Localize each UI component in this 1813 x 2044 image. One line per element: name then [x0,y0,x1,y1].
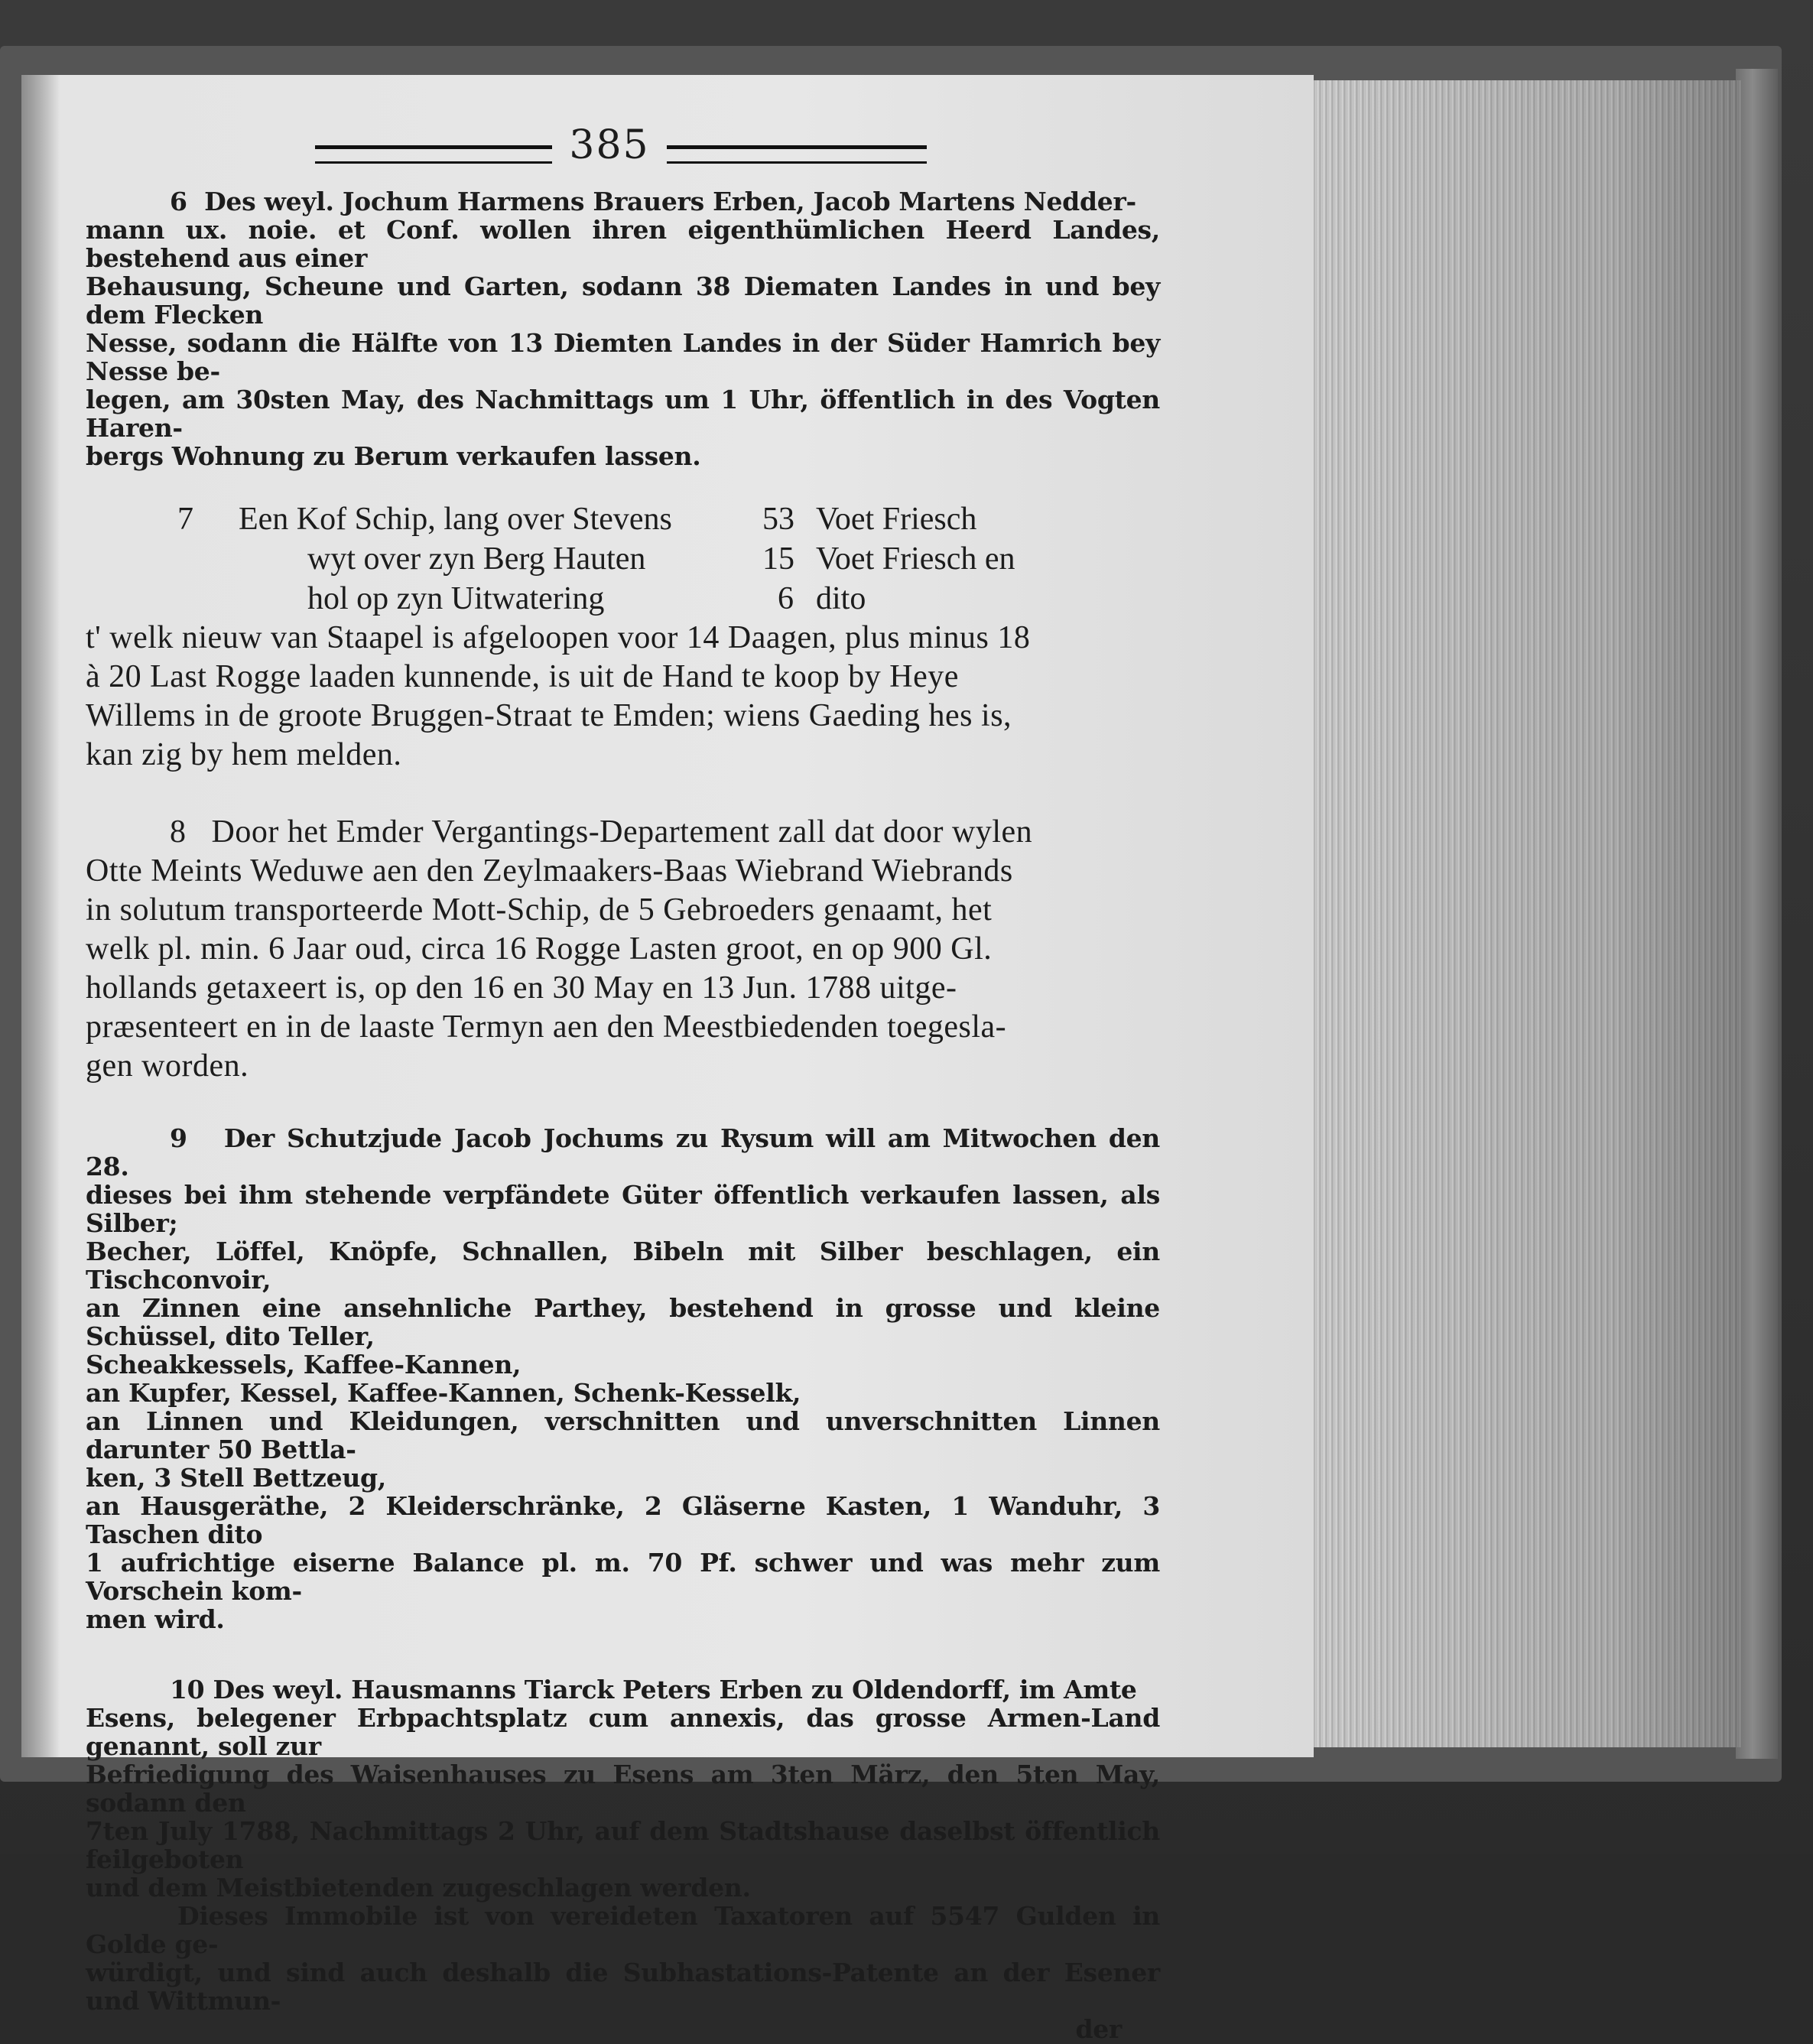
entry-line: Esens, belegener Erbpachtsplatz cum annexis, das grosse Armen-Land genannt, soll zur [86,1703,1160,1761]
entry-line: t' welk nieuw van Staapel is afgeloopen voor 14 Daagen, plus minus 18 [86,620,1031,655]
entry-line: an Linnen und Kleidungen, verschnitten und unverschnitten Linnen darunter 50 Bettla- [86,1406,1160,1464]
entry-line: Otte Meints Weduwe aen den Zeylmaakers-Baas Wiebrand Wiebrands [86,853,1013,889]
entry-line: 1 aufrichtige eiserne Balance pl. m. 70 Pf. schwer und was mehr zum Vorschein kom- [86,1548,1160,1606]
catchword: der [1075,2014,1122,2044]
dimension-value: 6 [778,581,794,616]
entry-line: 7ten July 1788, Nachmittags 2 Uhr, auf dem Stadtshause daselbst öffentlich feilgeboten [86,1816,1160,1874]
entry-number: 9 [170,1123,187,1153]
header-rule-right [667,145,927,164]
entry-line: Scheakkessels, Kaffee-Kannen, [86,1350,521,1379]
entry-line: und dem Meistbietenden zugeschlagen werden. [86,1873,751,1903]
entry-line: 8 Door het Emder Vergantings-Departement zall dat door wylen [170,814,1033,850]
dimension-unit: Voet Friesch en [816,541,1015,577]
header-rule-left [315,145,552,164]
dimension-value: 53 [762,502,794,537]
entry-line: an Hausgeräthe, 2 Kleiderschränke, 2 Gläserne Kasten, 1 Wanduhr, 3 Taschen dito [86,1491,1160,1549]
dimension-label: hol op zyn Uitwatering [307,581,605,616]
dimension-row [86,579,1160,619]
entry-line: præsenteert en in de laaste Termyn aen den Meestbiedenden toegesla- [86,1009,1007,1045]
entry-7 [86,619,1160,775]
entry-8 [86,813,1160,1086]
entry-number: 8 [170,814,187,850]
entry-10 [86,1675,1160,2043]
entry-number: 7 [177,502,193,537]
entry-line: Dieses Immobile ist von vereideten Taxatoren auf 5547 Gulden in Golde ge- [86,1901,1160,1959]
entry-line: Becher, Löffel, Knöpfe, Schnallen, Bibeln mit Silber beschlagen, ein Tischconvoir, [86,1236,1160,1295]
entry-line: men wird. [86,1604,225,1634]
page-text [86,122,1160,2043]
entry-line: 10 Des weyl. Hausmanns Tiarck Peters Erben zu Oldendorff, im Amte [170,1675,1137,1704]
entry-line: an Zinnen eine ansehnliche Parthey, bestehend in grosse und kleine Schüssel, dito Teller, [86,1293,1160,1351]
dimension-row [86,499,1160,539]
entry-line: in solutum transporteerde Mott-Schip, de 5 Gebroeders genaamt, het [86,892,993,928]
dimension-label: Een Kof Schip, lang over Stevens [239,502,672,537]
page-number: 385 [569,122,650,168]
entry-9 [86,1124,1160,1633]
entry-line: gen worden. [86,1048,249,1084]
entry-line: 9 Der Schutzjude Jacob Jochums zu Rysum will am Mitwochen den 28. [86,1123,1160,1181]
entry-line: Behausung, Scheune und Garten, sodann 38 Diematen Landes in und bey dem Flecken [86,271,1160,330]
entry-line: welk pl. min. 6 Jaar oud, circa 16 Rogge Lasten groot, en op 900 Gl. [86,931,993,967]
entry-line: Befriedigung des Waisenhauses zu Esens am 3ten März, den 5ten May, sodann den [86,1760,1160,1818]
dimension-unit: dito [816,581,866,616]
entry-7-dimensions [86,499,1160,619]
book-board-edge [1736,69,1778,1759]
entry-number: 10 [170,1675,205,1704]
entry-line: Nesse, sodann die Hälfte von 13 Diemten Landes in der Süder Hamrich bey Nesse be- [86,328,1160,386]
entry-line: ken, 3 Stell Bettzeug, [86,1463,386,1493]
entry-line: mann ux. noie. et Conf. wollen ihren eigenthümlichen Heerd Landes, bestehend aus einer [86,215,1160,273]
entry-line: kan zig by hem melden. [86,737,402,772]
entry-line: bergs Wohnung zu Berum verkaufen lassen. [86,441,701,471]
gutter-shadow [21,75,60,1757]
page-edges [1308,80,1742,1747]
dimension-unit: Voet Friesch [816,502,977,537]
entry-line: à 20 Last Rogge laaden kunnende, is uit de Hand te koop by Heye [86,659,959,694]
entry-line: dieses bei ihm stehende verpfändete Güter öffentlich verkaufen lassen, als Silber; [86,1180,1160,1238]
entry-number: 6 [170,187,187,216]
page-header [86,122,1160,180]
entry-line: Willems in de groote Bruggen-Straat te Emden; wiens Gaeding hes is, [86,698,1012,733]
entry-line: würdigt, und sind auch deshalb die Subhastations-Patente an der Esener und Wittmun- [86,1958,1160,2016]
entry-line: hollands getaxeert is, op den 16 en 30 May en 13 Jun. 1788 uitge- [86,970,957,1006]
dimension-row [86,539,1160,579]
entry-line: an Kupfer, Kessel, Kaffee-Kannen, Schenk-Kesselk, [86,1378,801,1408]
entry-6 [86,187,1160,470]
dimension-label: wyt over zyn Berg Hauten [307,541,646,577]
dimension-value: 15 [762,541,794,577]
entry-line: 6 Des weyl. Jochum Harmens Brauers Erben, Jacob Martens Nedder- [170,187,1136,216]
entry-line: legen, am 30sten May, des Nachmittags um 1 Uhr, öffentlich in des Vogten Haren- [86,385,1160,443]
